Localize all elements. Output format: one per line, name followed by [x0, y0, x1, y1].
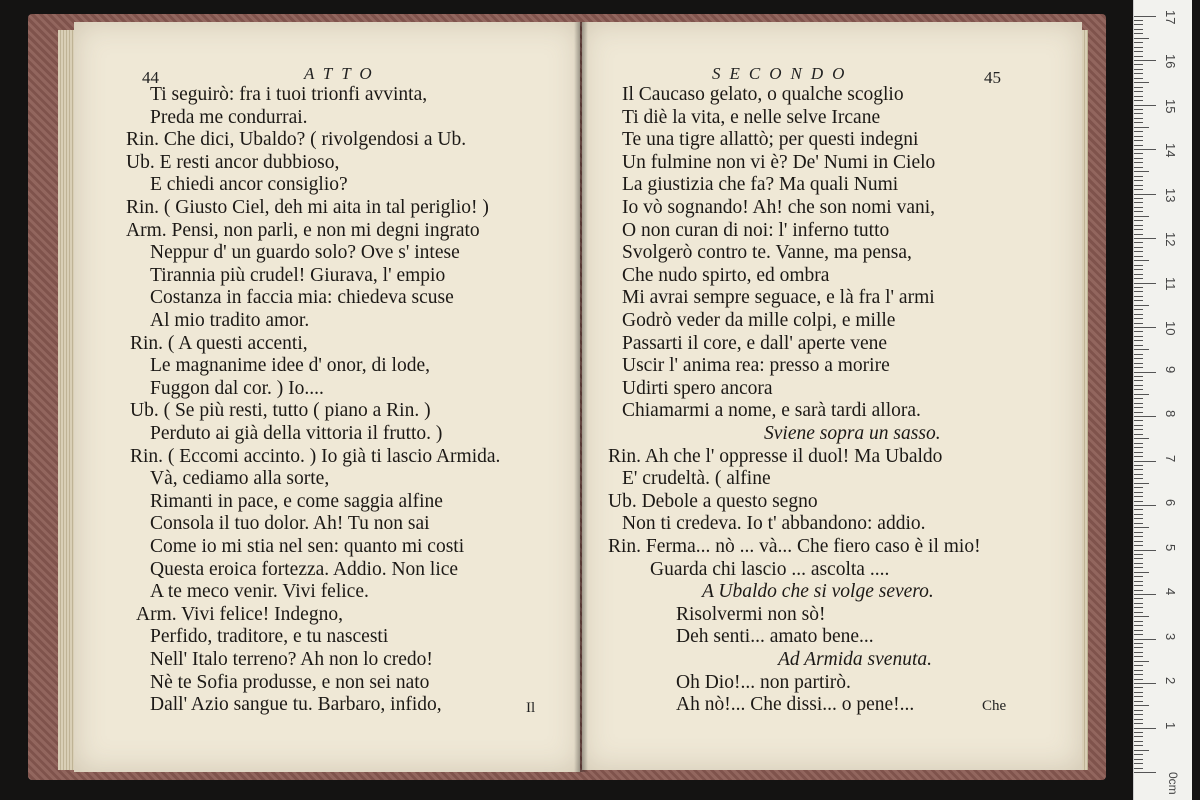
ruler-tick	[1134, 291, 1143, 292]
ruler-tick	[1134, 300, 1143, 301]
ruler-tick	[1134, 189, 1143, 190]
ruler-tick	[1134, 33, 1143, 34]
text-line: Ah nò!... Che dissi... o pene!...	[676, 694, 915, 716]
ruler-tick	[1134, 736, 1143, 737]
ruler-tick	[1134, 345, 1143, 346]
text-line: Deh senti... amato bene...	[676, 626, 874, 648]
ruler-tick	[1134, 318, 1143, 319]
ruler-tick	[1134, 296, 1143, 297]
ruler-tick	[1134, 558, 1143, 559]
ruler-tick	[1134, 438, 1149, 439]
text-line: Nell' Italo terreno? Ah non lo credo!	[150, 649, 433, 670]
ruler-tick	[1134, 732, 1143, 733]
text-line: Tirannia più crudel! Giurava, l' empio	[150, 264, 446, 286]
ruler-tick	[1134, 73, 1143, 74]
ruler-tick	[1134, 487, 1143, 488]
text-line: Svolgerò contro te. Vanne, ma pensa,	[622, 242, 912, 264]
ruler-tick	[1134, 478, 1143, 479]
text-line: Dall' Azio sangue tu. Barbaro, infido,	[150, 694, 442, 716]
ruler-tick	[1134, 576, 1143, 577]
ruler-tick	[1134, 367, 1143, 368]
ruler-tick	[1134, 242, 1143, 243]
ruler-tick	[1134, 220, 1143, 221]
ruler-tick	[1134, 434, 1143, 435]
ruler-tick	[1134, 661, 1149, 662]
ruler-tick	[1134, 492, 1143, 493]
text-line: Questa eroica fortezza. Addio. Non lice	[150, 558, 459, 580]
ruler-tick	[1134, 265, 1143, 266]
ruler-tick	[1134, 545, 1143, 546]
ruler-tick	[1134, 527, 1149, 528]
ruler-tick	[1134, 594, 1156, 595]
text-line: Và, cediamo alla sorte,	[150, 468, 330, 490]
measuring-ruler	[1133, 0, 1192, 800]
ruler-number: 15	[1163, 98, 1178, 113]
text-line: Io vò sognando! Ah! che son nomi vani,	[622, 197, 936, 218]
text-line: Perduto ai già della vittoria il frutto. )	[150, 423, 443, 444]
text-line: Costanza in faccia mia: chiedeva scuse	[150, 287, 454, 309]
ruler-tick	[1134, 452, 1143, 453]
ruler-number: 17	[1163, 9, 1178, 24]
ruler-tick	[1134, 336, 1143, 337]
ruler-tick	[1134, 176, 1143, 177]
ruler-tick	[1134, 100, 1143, 101]
text-line: Passarti il core, e dall' aperte vene	[622, 332, 888, 354]
text-line: Che nudo spirto, ed ombra	[622, 264, 830, 286]
ruler-tick	[1134, 674, 1143, 675]
ruler-number: 13	[1163, 187, 1178, 202]
ruler-tick	[1134, 118, 1143, 119]
text-line: Il Caucaso gelato, o qualche scoglio	[622, 84, 904, 105]
ruler-tick	[1134, 554, 1143, 555]
left-page	[74, 22, 580, 772]
ruler-tick	[1134, 91, 1143, 92]
ruler-tick	[1134, 358, 1143, 359]
ruler-tick	[1134, 211, 1143, 212]
text-line: Rin. Che dici, Ubaldo? ( rivolgendosi a Ub.	[126, 129, 467, 151]
ruler-tick	[1134, 469, 1143, 470]
ruler-tick	[1134, 692, 1143, 693]
ruler-tick	[1134, 652, 1143, 653]
right-running-head: SECONDO	[712, 64, 854, 83]
ruler-tick	[1134, 82, 1149, 83]
ruler-tick	[1134, 518, 1143, 519]
text-line: Guarda chi lascio ... ascolta ....	[650, 558, 890, 580]
ruler-tick	[1134, 131, 1143, 132]
ruler-tick	[1134, 741, 1143, 742]
ruler-tick	[1134, 585, 1143, 586]
text-line: Nè te Sofia produsse, e non sei nato	[150, 671, 430, 693]
text-line: Le magnanime idee d' onor, di lode,	[150, 355, 430, 377]
ruler-number: 5	[1163, 543, 1178, 551]
ruler-tick	[1134, 60, 1156, 61]
ruler-tick	[1134, 314, 1143, 315]
ruler-tick	[1134, 113, 1143, 114]
ruler-tick	[1134, 768, 1143, 769]
text-line: E chiedi ancor consiglio?	[150, 174, 348, 196]
ruler-tick	[1134, 185, 1143, 186]
ruler-tick	[1134, 69, 1143, 70]
ruler-tick	[1134, 581, 1143, 582]
ruler-tick	[1134, 696, 1143, 697]
ruler-tick	[1134, 505, 1156, 506]
ruler-tick	[1134, 105, 1156, 106]
ruler-tick	[1134, 216, 1149, 217]
ruler-tick	[1134, 443, 1143, 444]
ruler-tick	[1134, 474, 1143, 475]
ruler-tick	[1134, 407, 1143, 408]
ruler-tick	[1134, 403, 1143, 404]
text-line: Non ti credeva. Io t' abbandono: addio.	[622, 513, 926, 535]
text-line: Chiamarmi a nome, e sarà tardi allora.	[622, 400, 921, 422]
ruler-tick	[1134, 260, 1149, 261]
ruler-tick	[1134, 207, 1143, 208]
ruler-tick	[1134, 363, 1143, 364]
ruler-tick	[1134, 287, 1143, 288]
text-line: Ti diè la vita, e nelle selve Ircane	[622, 106, 881, 128]
ruler-tick	[1134, 536, 1143, 537]
ruler-tick	[1134, 687, 1143, 688]
text-line: Arm. Vivi felice! Indegno,	[136, 603, 343, 625]
text-line: Risolvermi non sò!	[676, 603, 826, 625]
ruler-tick	[1134, 87, 1143, 88]
text-line: Uscir l' anima rea: presso a morire	[622, 355, 890, 377]
ruler-tick	[1134, 42, 1143, 43]
ruler-tick	[1134, 647, 1143, 648]
text-line: Perfido, traditore, e tu nascesti	[150, 626, 389, 648]
ruler-tick	[1134, 167, 1143, 168]
ruler-tick	[1134, 665, 1143, 666]
ruler-tick	[1134, 719, 1143, 720]
ruler-number: 11	[1163, 276, 1178, 290]
text-line: Un fulmine non vi è? De' Numi in Cielo	[622, 151, 936, 173]
ruler-tick	[1134, 567, 1143, 568]
ruler-tick	[1134, 728, 1156, 729]
left-page-number: 44	[142, 68, 159, 87]
ruler-tick	[1134, 64, 1143, 65]
ruler-tick	[1134, 149, 1156, 150]
ruler-tick	[1134, 389, 1143, 390]
ruler-tick	[1134, 78, 1143, 79]
text-line: Rin. ( Giusto Ciel, deh mi aita in tal periglio! )	[126, 197, 489, 218]
ruler-tick	[1134, 763, 1143, 764]
ruler-number: 6	[1163, 499, 1178, 507]
ruler-tick	[1134, 269, 1143, 270]
right-catchword: Che	[982, 698, 1007, 714]
ruler-tick	[1134, 398, 1143, 399]
ruler-tick	[1134, 541, 1143, 542]
ruler-tick	[1134, 309, 1143, 310]
ruler-tick	[1134, 754, 1143, 755]
text-line: Rin. ( Eccomi accinto. ) Io già ti lascio Armida.	[130, 445, 501, 467]
text-line: Te una tigre allattò; per questi indegni	[622, 129, 919, 151]
ruler-tick	[1134, 514, 1143, 515]
text-line: A Ubaldo che si volge severo.	[702, 581, 934, 603]
ruler-tick	[1134, 759, 1143, 760]
text-line: Rimanti in pace, e come saggia alfine	[150, 490, 443, 512]
ruler-number: 4	[1163, 588, 1178, 596]
ruler-tick	[1134, 714, 1143, 715]
ruler-tick	[1134, 603, 1143, 604]
ruler-tick	[1134, 496, 1143, 497]
ruler-tick	[1134, 16, 1156, 17]
text-line: La giustizia che fa? Ma quali Numi	[622, 174, 899, 196]
ruler-tick	[1134, 340, 1143, 341]
ruler-tick	[1134, 461, 1156, 462]
book-gutter	[574, 22, 588, 772]
ruler-tick	[1134, 420, 1143, 421]
ruler-tick	[1134, 127, 1149, 128]
ruler-tick	[1134, 509, 1143, 510]
ruler-tick	[1134, 750, 1149, 751]
ruler-number: 3	[1163, 632, 1178, 640]
ruler-tick	[1134, 136, 1143, 137]
ruler-tick	[1134, 447, 1143, 448]
text-line: Rin. ( A questi accenti,	[130, 332, 308, 354]
ruler-tick	[1134, 171, 1149, 172]
ruler-tick	[1134, 194, 1156, 195]
ruler-tick	[1134, 372, 1156, 373]
ruler-tick	[1134, 745, 1143, 746]
ruler-tick	[1134, 643, 1143, 644]
ruler-tick	[1134, 180, 1143, 181]
ruler-tick	[1134, 621, 1143, 622]
ruler-tick	[1134, 24, 1143, 25]
text-line: Arm. Pensi, non parli, e non mi degni ingrato	[126, 219, 480, 241]
ruler-tick	[1134, 772, 1156, 773]
ruler-tick	[1134, 607, 1143, 608]
ruler-tick	[1134, 616, 1149, 617]
ruler-tick	[1134, 572, 1149, 573]
text-line: Sviene sopra un sasso.	[764, 423, 941, 444]
text-line: Preda me condurrai.	[150, 106, 308, 128]
text-line: Rin. Ah che l' oppresse il duol! Ma Ubaldo	[608, 445, 943, 467]
ruler-tick	[1134, 670, 1143, 671]
ruler-tick	[1134, 563, 1143, 564]
text-line: Ub. ( Se più resti, tutto ( piano a Rin. )	[130, 400, 431, 422]
ruler-tick	[1134, 723, 1143, 724]
ruler-tick	[1134, 710, 1143, 711]
ruler-number: 8	[1163, 410, 1178, 418]
ruler-tick	[1134, 274, 1143, 275]
text-line: Ad Armida svenuta.	[778, 649, 933, 670]
ruler-tick	[1134, 202, 1143, 203]
ruler-tick	[1134, 140, 1143, 141]
ruler-tick	[1134, 354, 1143, 355]
ruler-tick	[1134, 349, 1149, 350]
ruler-tick	[1134, 238, 1156, 239]
ruler-tick	[1134, 630, 1143, 631]
text-line: Neppur d' un guardo solo? Ove s' intese	[150, 242, 460, 264]
ruler-number: 9	[1163, 365, 1178, 373]
ruler-tick	[1134, 109, 1143, 110]
text-line: Ti seguirò: fra i tuoi trionfi avvinta,	[150, 84, 428, 105]
ruler-tick	[1134, 416, 1156, 417]
ruler-tick	[1134, 327, 1156, 328]
ruler-tick	[1134, 483, 1149, 484]
ruler-tick	[1134, 331, 1143, 332]
ruler-tick	[1134, 256, 1143, 257]
left-catchword: Il	[526, 700, 536, 716]
ruler-tick	[1134, 380, 1143, 381]
ruler-tick	[1134, 145, 1143, 146]
ruler-tick	[1134, 598, 1143, 599]
text-line: Mi avrai sempre seguace, e là fra l' armi	[622, 287, 935, 309]
text-line: Rin. Ferma... nò ... và... Che fiero caso è il mio!	[608, 536, 981, 557]
text-line: Godrò veder da mille colpi, e mille	[622, 310, 896, 331]
ruler-tick	[1134, 679, 1143, 680]
ruler-tick	[1134, 234, 1143, 235]
ruler-tick	[1134, 158, 1143, 159]
ruler-tick	[1134, 251, 1143, 252]
ruler-tick	[1134, 465, 1143, 466]
ruler-tick	[1134, 705, 1149, 706]
ruler-tick	[1134, 590, 1143, 591]
ruler-tick	[1134, 162, 1143, 163]
text-line: Come io mi stia nel sen: quanto mi costi	[150, 536, 465, 557]
text-line: Udirti spero ancora	[622, 377, 773, 399]
ruler-number: 12	[1163, 232, 1178, 247]
ruler-tick	[1134, 683, 1156, 684]
ruler-tick	[1134, 656, 1143, 657]
right-page-number: 45	[984, 68, 1001, 87]
ruler-tick	[1134, 247, 1143, 248]
ruler-tick	[1134, 639, 1156, 640]
ruler-number: 14	[1163, 143, 1178, 158]
ruler-tick	[1134, 278, 1143, 279]
ruler-tick	[1134, 456, 1143, 457]
ruler-tick	[1134, 429, 1143, 430]
text-line: Al mio tradito amor.	[150, 310, 310, 331]
ruler-tick	[1134, 394, 1149, 395]
ruler-tick	[1134, 701, 1143, 702]
ruler-tick	[1134, 634, 1143, 635]
ruler-number: 1	[1163, 721, 1178, 729]
ruler-tick	[1134, 47, 1143, 48]
text-line: Consola il tuo dolor. Ah! Tu non sai	[150, 513, 430, 535]
ruler-tick	[1134, 550, 1156, 551]
ruler-number: 7	[1163, 454, 1178, 462]
ruler-tick	[1134, 612, 1143, 613]
left-running-head: ATTO	[304, 64, 381, 83]
text-line: Ub. E resti ancor dubbioso,	[126, 151, 340, 173]
ruler-number: 2	[1163, 677, 1178, 685]
ruler-tick	[1134, 20, 1143, 21]
ruler-tick	[1134, 96, 1143, 97]
ruler-tick	[1134, 229, 1143, 230]
ruler-tick	[1134, 51, 1143, 52]
text-line: Oh Dio!... non partirò.	[676, 671, 851, 693]
ruler-tick	[1134, 225, 1143, 226]
right-page	[582, 22, 1082, 770]
text-line: A te meco venir. Vivi felice.	[150, 581, 369, 603]
ruler-tick	[1134, 56, 1143, 57]
ruler-tick	[1134, 323, 1143, 324]
ruler-tick	[1134, 283, 1156, 284]
ruler-tick	[1134, 501, 1143, 502]
ruler-tick	[1134, 122, 1143, 123]
ruler-tick	[1134, 625, 1143, 626]
ruler-tick	[1134, 29, 1143, 30]
ruler-tick	[1134, 412, 1143, 413]
ruler-number: 16	[1163, 54, 1178, 69]
ruler-tick	[1134, 385, 1143, 386]
text-line: O non curan di noi: l' inferno tutto	[622, 219, 890, 241]
ruler-tick	[1134, 198, 1143, 199]
ruler-number: 10	[1163, 321, 1178, 336]
ruler-tick	[1134, 153, 1143, 154]
ruler-unit-label: 0cm	[1166, 772, 1180, 795]
text-line: E' crudeltà. ( alfine	[622, 468, 771, 490]
text-line: Ub. Debole a questo segno	[608, 490, 818, 512]
ruler-tick	[1134, 38, 1149, 39]
ruler-tick	[1134, 532, 1143, 533]
ruler-tick	[1134, 425, 1143, 426]
text-line: Fuggon dal cor. ) Io....	[150, 377, 324, 399]
ruler-tick	[1134, 523, 1143, 524]
ruler-tick	[1134, 376, 1143, 377]
ruler-tick	[1134, 305, 1149, 306]
